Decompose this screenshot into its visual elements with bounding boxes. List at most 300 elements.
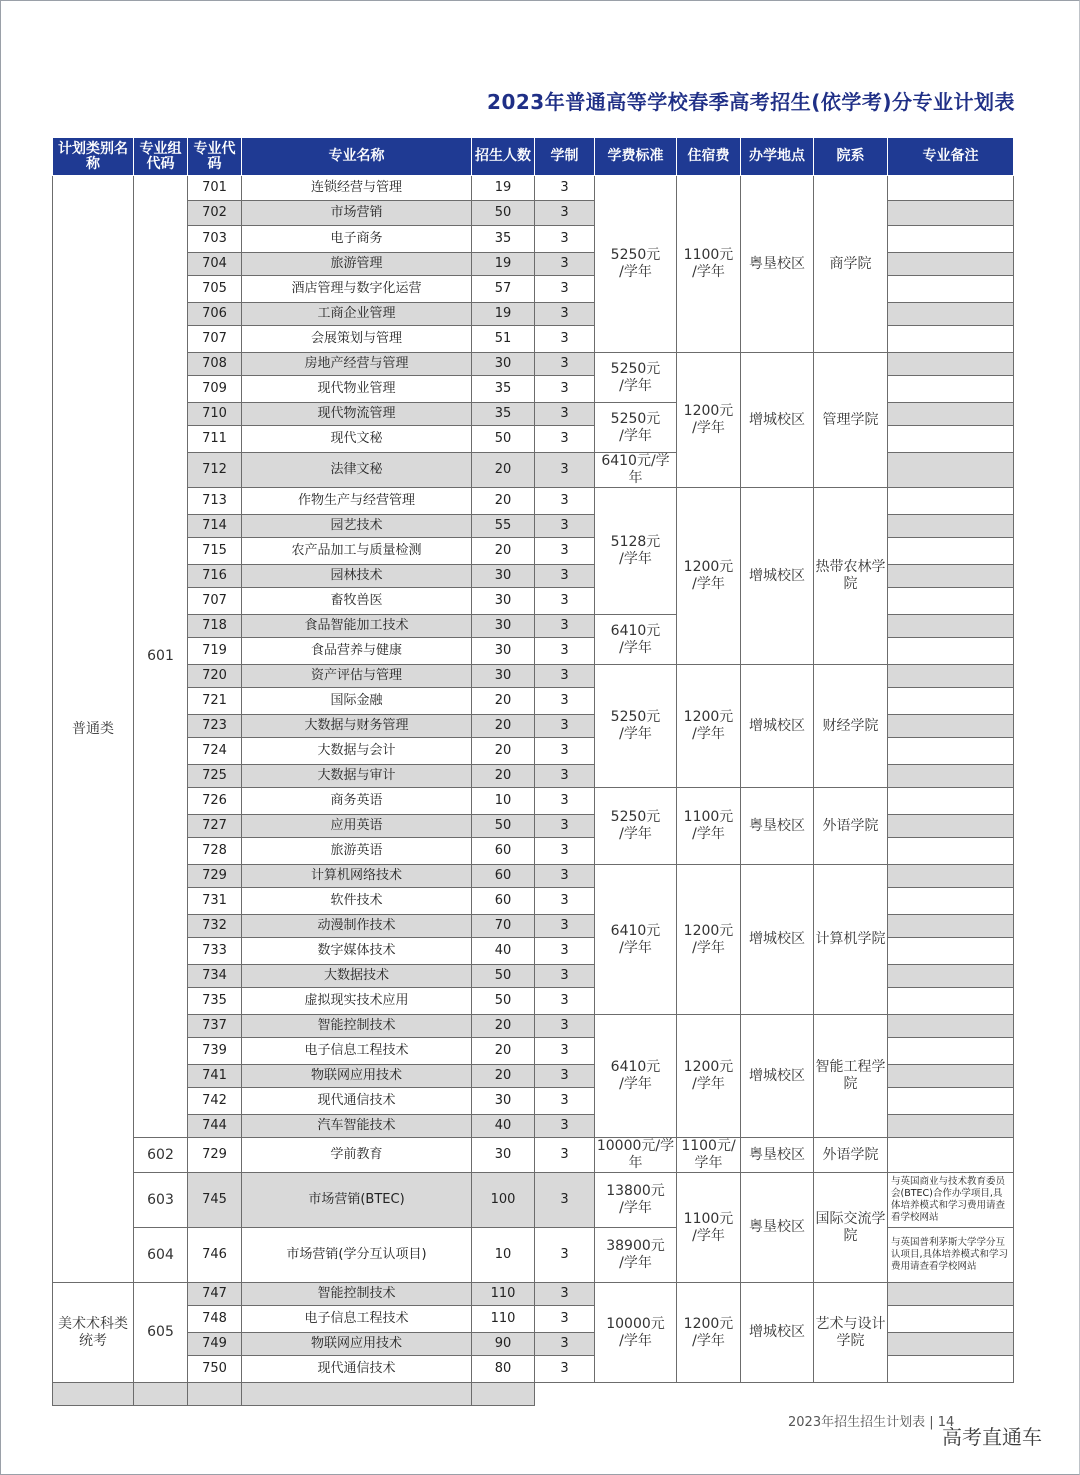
remark-cell: [888, 515, 1014, 538]
major-name-cell: 智能控制技术: [242, 1015, 472, 1038]
major-name-cell: [134, 1383, 188, 1406]
remark-cell: [888, 376, 1014, 403]
campus-cell: 粤垦校区: [741, 1173, 814, 1283]
table-body: [53, 176, 1014, 1406]
remark-cell: [888, 1138, 1014, 1173]
enrollment-count-cell: 19: [472, 303, 535, 326]
tuition-cell: 6410元 /学年: [595, 1015, 677, 1138]
enrollment-count-cell: 20: [472, 765, 535, 788]
remark-cell: [888, 488, 1014, 515]
remark-cell: [888, 688, 1014, 715]
enrollment-count-cell: 70: [472, 915, 535, 938]
lodging-fee-cell: 1200元 /学年: [677, 865, 741, 1015]
duration-cell: 3: [535, 276, 595, 303]
major-code-cell: 744: [188, 1115, 242, 1138]
remark-cell: [888, 1115, 1014, 1138]
major-code-cell: 712: [188, 453, 242, 488]
tuition-cell: 5128元 /学年: [595, 488, 677, 615]
major-code-cell: 701: [188, 176, 242, 201]
major-code-cell: 729: [188, 1138, 242, 1173]
header-cell: 专业代码: [188, 138, 242, 176]
remark-cell: [888, 888, 1014, 915]
duration-cell: 3: [535, 915, 595, 938]
remark-cell: [888, 403, 1014, 426]
campus-cell: 增城校区: [741, 353, 814, 488]
department-cell: 智能工程学院: [814, 1015, 888, 1138]
major-code-cell: 747: [188, 1283, 242, 1306]
table-row: [53, 1015, 1014, 1038]
lodging-fee-cell: 1100元 /学年: [677, 176, 741, 353]
major-code-cell: 702: [188, 201, 242, 226]
duration-cell: 3: [535, 1038, 595, 1065]
major-code-cell: 735: [188, 988, 242, 1015]
duration-cell: 3: [535, 1065, 595, 1088]
category-cell: 普通类: [53, 176, 134, 1283]
duration-cell: 3: [535, 1173, 595, 1228]
remark-cell: [888, 453, 1014, 488]
enrollment-count-cell: 110: [472, 1306, 535, 1333]
header-cell: 专业备注: [888, 138, 1014, 176]
remark-cell: [888, 715, 1014, 738]
lodging-fee-cell: 1100元 /学年: [677, 1173, 741, 1283]
enrollment-count-cell: 110: [472, 1283, 535, 1306]
duration-cell: 3: [535, 988, 595, 1015]
major-name-cell: 应用英语: [242, 815, 472, 838]
major-name-cell: 园林技术: [242, 565, 472, 588]
major-code-cell: 748: [188, 1306, 242, 1333]
major-name-cell: 动漫制作技术: [242, 915, 472, 938]
major-name-cell: 智能控制技术: [242, 1283, 472, 1306]
enrollment-count-cell: 10: [472, 1228, 535, 1283]
major-name-cell: 物联网应用技术: [242, 1333, 472, 1356]
remark-cell: [888, 815, 1014, 838]
remark-cell: [888, 588, 1014, 615]
group-code-cell: 603: [134, 1173, 188, 1228]
enrollment-count-cell: 50: [472, 965, 535, 988]
remark-cell: [888, 1356, 1014, 1383]
major-name-cell: 汽车智能技术: [242, 1115, 472, 1138]
major-name-cell: 现代文秘: [242, 426, 472, 453]
major-code-cell: 749: [188, 1333, 242, 1356]
department-cell: 商学院: [814, 176, 888, 353]
tuition-cell: 10000元/学年: [595, 1138, 677, 1173]
major-code-cell: 715: [188, 538, 242, 565]
enrollment-count-cell: 50: [472, 988, 535, 1015]
major-code-cell: 724: [188, 738, 242, 765]
major-code-cell: 745: [188, 1173, 242, 1228]
major-code-cell: 707: [188, 588, 242, 615]
enrollment-count-cell: 51: [472, 326, 535, 353]
lodging-fee-cell: 1100元 /学年: [677, 788, 741, 865]
remark-cell: [888, 938, 1014, 965]
remark-cell: 与英国普利茅斯大学学分互认项目,具体培养模式和学习费用请查看学校网站: [888, 1228, 1014, 1283]
remark-cell: [888, 1065, 1014, 1088]
remark-cell: [888, 965, 1014, 988]
watermark-text: 高考直通车: [942, 1425, 1042, 1449]
remark-cell: 与英国商业与技术教育委员会(BTEC)合作办学项目,具体培养模式和学习费用请查看学校网站: [888, 1173, 1014, 1228]
major-code-cell: 737: [188, 1015, 242, 1038]
remark-cell: [888, 1038, 1014, 1065]
enrollment-count-cell: 57: [472, 276, 535, 303]
header-cell: 办学地点: [741, 138, 814, 176]
enrollment-count-cell: 30: [472, 665, 535, 688]
enrollment-count-cell: 20: [472, 1015, 535, 1038]
major-name-cell: 酒店管理与数字化运营: [242, 276, 472, 303]
major-name-cell: 国际金融: [242, 688, 472, 715]
major-code-cell: 729: [188, 865, 242, 888]
major-name-cell: 市场营销(学分互认项目): [242, 1228, 472, 1283]
enrollment-count-cell: 80: [472, 1356, 535, 1383]
header-cell: 学制: [535, 138, 595, 176]
department-cell: 外语学院: [814, 788, 888, 865]
enrollment-count-cell: 60: [472, 865, 535, 888]
duration-cell: 3: [535, 326, 595, 353]
enrollment-count-cell: 19: [472, 176, 535, 201]
major-code-cell: 725: [188, 765, 242, 788]
remark-cell: [888, 538, 1014, 565]
enrollment-count-cell: 20: [472, 715, 535, 738]
enrollment-count-cell: 30: [472, 565, 535, 588]
header-cell: 专业名称: [242, 138, 472, 176]
header-cell: 学费标准: [595, 138, 677, 176]
enrollment-count-cell: 50: [472, 426, 535, 453]
major-name-cell: 电子信息工程技术: [242, 1038, 472, 1065]
major-name-cell: 计算机网络技术: [242, 865, 472, 888]
enrollment-count-cell: [188, 1383, 242, 1406]
enrollment-count-cell: 30: [472, 588, 535, 615]
tuition-cell: 6410元 /学年: [595, 615, 677, 665]
lodging-fee-cell: 1200元 /学年: [677, 353, 741, 488]
campus-cell: 增城校区: [741, 1015, 814, 1138]
table-row: [53, 176, 1014, 201]
duration-cell: 3: [535, 665, 595, 688]
table-row: [53, 1383, 1014, 1406]
major-code-cell: [53, 1383, 134, 1406]
campus-cell: 增城校区: [741, 665, 814, 788]
department-cell: 国际交流学院: [814, 1173, 888, 1283]
major-name-cell: 畜牧兽医: [242, 588, 472, 615]
remark-cell: [888, 426, 1014, 453]
enrollment-count-cell: 30: [472, 1088, 535, 1115]
header-cell: 专业组代码: [134, 138, 188, 176]
header-cell: 院系: [814, 138, 888, 176]
header-cell: 住宿费: [677, 138, 741, 176]
remark-cell: [888, 303, 1014, 326]
department-cell: 财经学院: [814, 665, 888, 788]
remark-cell: [888, 1333, 1014, 1356]
lodging-fee-cell: 1200元 /学年: [677, 1283, 741, 1383]
table-row: [53, 488, 1014, 515]
department-cell: 计算机学院: [814, 865, 888, 1015]
enrollment-count-cell: 60: [472, 888, 535, 915]
major-code-cell: 709: [188, 376, 242, 403]
remark-cell: [888, 253, 1014, 276]
remark-cell: [888, 865, 1014, 888]
major-code-cell: 708: [188, 353, 242, 376]
duration-cell: 3: [535, 426, 595, 453]
department-cell: 艺术与设计学院: [814, 1283, 888, 1383]
remark-cell: [888, 353, 1014, 376]
major-name-cell: 大数据与会计: [242, 738, 472, 765]
enrollment-count-cell: 30: [472, 353, 535, 376]
enrollment-count-cell: 30: [472, 615, 535, 638]
table-row: [53, 665, 1014, 688]
duration-cell: 3: [535, 688, 595, 715]
major-name-cell: 市场营销: [242, 201, 472, 226]
duration-cell: 3: [535, 888, 595, 915]
remark-cell: [888, 1306, 1014, 1333]
major-code-cell: 728: [188, 838, 242, 865]
enrollment-count-cell: 20: [472, 738, 535, 765]
major-name-cell: 软件技术: [242, 888, 472, 915]
remark-cell: [888, 201, 1014, 226]
duration-cell: 3: [535, 938, 595, 965]
major-code-cell: 727: [188, 815, 242, 838]
enrollment-plan-table: [52, 137, 1014, 1406]
major-name-cell: 法律文秘: [242, 453, 472, 488]
major-name-cell: 现代物业管理: [242, 376, 472, 403]
duration-cell: 3: [535, 226, 595, 253]
tuition-cell: 6410元 /学年: [595, 865, 677, 1015]
enrollment-count-cell: 20: [472, 488, 535, 515]
table-row: [53, 353, 1014, 376]
duration-cell: 3: [535, 376, 595, 403]
major-code-cell: 718: [188, 615, 242, 638]
duration-cell: 3: [535, 865, 595, 888]
header-cell: 招生人数: [472, 138, 535, 176]
major-name-cell: 资产评估与管理: [242, 665, 472, 688]
remark-cell: [888, 988, 1014, 1015]
major-code-cell: 707: [188, 326, 242, 353]
major-name-cell: 农产品加工与质量检测: [242, 538, 472, 565]
duration-cell: 3: [535, 765, 595, 788]
major-name-cell: 大数据技术: [242, 965, 472, 988]
remark-cell: [888, 738, 1014, 765]
remark-cell: [888, 565, 1014, 588]
major-code-cell: 742: [188, 1088, 242, 1115]
duration-cell: 3: [535, 488, 595, 515]
major-code-cell: 721: [188, 688, 242, 715]
major-name-cell: 园艺技术: [242, 515, 472, 538]
group-code-cell: 605: [134, 1283, 188, 1383]
major-code-cell: 741: [188, 1065, 242, 1088]
duration-cell: 3: [535, 638, 595, 665]
tuition-cell: 5250元 /学年: [595, 353, 677, 403]
remark-cell: [888, 915, 1014, 938]
major-name-cell: 商务英语: [242, 788, 472, 815]
lodging-fee-cell: 1200元 /学年: [677, 1015, 741, 1138]
lodging-fee-cell: 1100元/学年: [677, 1138, 741, 1173]
major-code-cell: 732: [188, 915, 242, 938]
campus-cell: 增城校区: [741, 488, 814, 665]
major-code-cell: 713: [188, 488, 242, 515]
major-name-cell: 连锁经营与管理: [242, 176, 472, 201]
enrollment-count-cell: 55: [472, 515, 535, 538]
group-code-cell: 601: [134, 176, 188, 1138]
enrollment-count-cell: 20: [472, 453, 535, 488]
campus-cell: 增城校区: [741, 1283, 814, 1383]
duration-cell: 3: [535, 965, 595, 988]
remark-cell: [888, 615, 1014, 638]
duration-cell: 3: [535, 1228, 595, 1283]
table-row: [53, 788, 1014, 815]
page-footer: 2023年招生招生计划表 | 14: [788, 1415, 955, 1430]
duration-cell: 3: [535, 1306, 595, 1333]
major-code-cell: 746: [188, 1228, 242, 1283]
major-name-cell: 食品营养与健康: [242, 638, 472, 665]
remark-cell: [888, 226, 1014, 253]
major-name-cell: 数字媒体技术: [242, 938, 472, 965]
duration-cell: 3: [535, 253, 595, 276]
major-code-cell: 720: [188, 665, 242, 688]
campus-cell: 粤垦校区: [741, 1138, 814, 1173]
duration-cell: 3: [535, 403, 595, 426]
duration-cell: 3: [535, 515, 595, 538]
campus-cell: 增城校区: [741, 865, 814, 1015]
duration-cell: 3: [535, 453, 595, 488]
remark-cell: [472, 1383, 535, 1406]
major-name-cell: 市场营销(BTEC): [242, 1173, 472, 1228]
major-name-cell: 学前教育: [242, 1138, 472, 1173]
major-code-cell: 711: [188, 426, 242, 453]
duration-cell: 3: [535, 838, 595, 865]
duration-cell: 3: [535, 176, 595, 201]
group-code-cell: 604: [134, 1228, 188, 1283]
tuition-cell: 10000元 /学年: [595, 1283, 677, 1383]
department-cell: 管理学院: [814, 353, 888, 488]
major-code-cell: 719: [188, 638, 242, 665]
major-code-cell: 714: [188, 515, 242, 538]
duration-cell: 3: [535, 615, 595, 638]
header-cell: 计划类别名称: [53, 138, 134, 176]
table-row: [53, 1173, 1014, 1228]
table-row: [53, 865, 1014, 888]
duration-cell: 3: [535, 565, 595, 588]
major-code-cell: 705: [188, 276, 242, 303]
campus-cell: 粤垦校区: [741, 788, 814, 865]
remark-cell: [888, 1283, 1014, 1306]
enrollment-count-cell: 40: [472, 1115, 535, 1138]
tuition-cell: 5250元 /学年: [595, 665, 677, 788]
enrollment-count-cell: 20: [472, 1065, 535, 1088]
duration-cell: 3: [535, 1088, 595, 1115]
major-code-cell: 703: [188, 226, 242, 253]
lodging-fee-cell: 1200元 /学年: [677, 665, 741, 788]
major-name-cell: 物联网应用技术: [242, 1065, 472, 1088]
tuition-cell: 5250元 /学年: [595, 403, 677, 453]
tuition-cell: 5250元 /学年: [595, 788, 677, 865]
remark-cell: [888, 1088, 1014, 1115]
enrollment-count-cell: 40: [472, 938, 535, 965]
enrollment-count-cell: 30: [472, 638, 535, 665]
major-name-cell: 大数据与财务管理: [242, 715, 472, 738]
duration-cell: 3: [535, 1283, 595, 1306]
major-code-cell: 733: [188, 938, 242, 965]
tuition-cell: 6410元/学年: [595, 453, 677, 488]
page-title: 2023年普通高等学校春季高考招生(依学考)分专业计划表: [487, 90, 1015, 114]
group-code-cell: 602: [134, 1138, 188, 1173]
table-row: [53, 1138, 1014, 1173]
major-code-cell: 734: [188, 965, 242, 988]
tuition-cell: 5250元 /学年: [595, 176, 677, 353]
duration-cell: 3: [535, 201, 595, 226]
major-code-cell: 739: [188, 1038, 242, 1065]
major-code-cell: 704: [188, 253, 242, 276]
remark-cell: [888, 838, 1014, 865]
tuition-cell: 13800元 /学年: [595, 1173, 677, 1228]
enrollment-count-cell: 35: [472, 403, 535, 426]
major-name-cell: 房地产经营与管理: [242, 353, 472, 376]
department-cell: 外语学院: [814, 1138, 888, 1173]
duration-cell: 3: [535, 1138, 595, 1173]
major-code-cell: 731: [188, 888, 242, 915]
header-row: [53, 138, 1014, 176]
remark-cell: [888, 176, 1014, 201]
duration-cell: 3: [535, 353, 595, 376]
campus-cell: 粤垦校区: [741, 176, 814, 353]
remark-cell: [888, 326, 1014, 353]
enrollment-count-cell: 20: [472, 1038, 535, 1065]
major-code-cell: 706: [188, 303, 242, 326]
major-name-cell: 会展策划与管理: [242, 326, 472, 353]
department-cell: 热带农林学院: [814, 488, 888, 665]
major-name-cell: 旅游英语: [242, 838, 472, 865]
enrollment-count-cell: 90: [472, 1333, 535, 1356]
major-code-cell: 710: [188, 403, 242, 426]
tuition-cell: 38900元 /学年: [595, 1228, 677, 1283]
enrollment-count-cell: 20: [472, 538, 535, 565]
lodging-fee-cell: 1200元 /学年: [677, 488, 741, 665]
duration-cell: 3: [535, 303, 595, 326]
enrollment-count-cell: 60: [472, 838, 535, 865]
duration-cell: 3: [535, 788, 595, 815]
duration-cell: 3: [535, 815, 595, 838]
duration-cell: [242, 1383, 472, 1406]
major-name-cell: 电子商务: [242, 226, 472, 253]
remark-cell: [888, 788, 1014, 815]
duration-cell: 3: [535, 1333, 595, 1356]
enrollment-count-cell: 50: [472, 815, 535, 838]
duration-cell: 3: [535, 1015, 595, 1038]
remark-cell: [888, 765, 1014, 788]
major-name-cell: 旅游管理: [242, 253, 472, 276]
enrollment-count-cell: 10: [472, 788, 535, 815]
major-name-cell: 大数据与审计: [242, 765, 472, 788]
major-code-cell: 750: [188, 1356, 242, 1383]
duration-cell: 3: [535, 538, 595, 565]
enrollment-count-cell: 19: [472, 253, 535, 276]
duration-cell: 3: [535, 715, 595, 738]
remark-cell: [888, 276, 1014, 303]
enrollment-count-cell: 30: [472, 1138, 535, 1173]
enrollment-count-cell: 50: [472, 201, 535, 226]
major-name-cell: 虚拟现实技术应用: [242, 988, 472, 1015]
duration-cell: 3: [535, 738, 595, 765]
major-name-cell: 食品智能加工技术: [242, 615, 472, 638]
major-code-cell: 726: [188, 788, 242, 815]
duration-cell: 3: [535, 1115, 595, 1138]
enrollment-count-cell: 100: [472, 1173, 535, 1228]
major-name-cell: 电子信息工程技术: [242, 1306, 472, 1333]
category-cell: 美术术科类统考: [53, 1283, 134, 1383]
enrollment-count-cell: 20: [472, 688, 535, 715]
major-name-cell: 现代通信技术: [242, 1356, 472, 1383]
enrollment-count-cell: 35: [472, 376, 535, 403]
major-name-cell: 工商企业管理: [242, 303, 472, 326]
remark-cell: [888, 638, 1014, 665]
enrollment-count-cell: 35: [472, 226, 535, 253]
remark-cell: [888, 1015, 1014, 1038]
